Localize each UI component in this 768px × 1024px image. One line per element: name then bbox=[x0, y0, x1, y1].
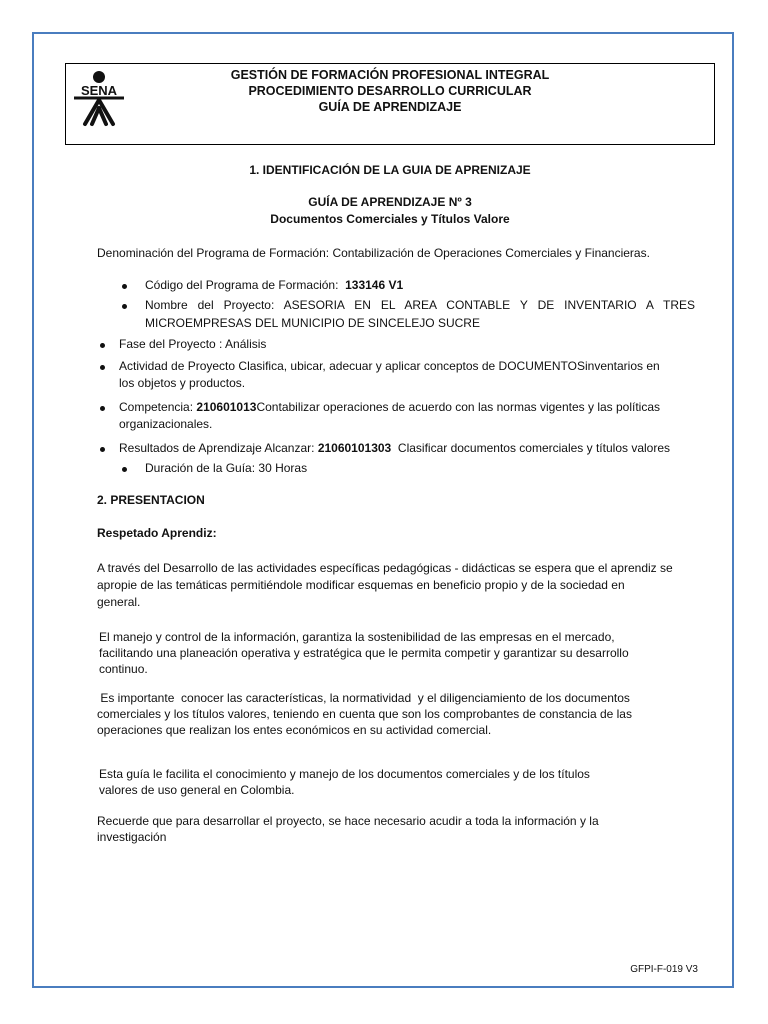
program-code: Código del Programa de Formación: 133146 V1 bbox=[145, 278, 404, 292]
guide-number: GUÍA DE APRENDIZAJE Nº 3 bbox=[308, 195, 472, 209]
section2-title: 2. PRESENTACION bbox=[97, 493, 205, 507]
guide-subject: Documentos Comerciales y Títulos Valore bbox=[270, 212, 510, 226]
competence: Competencia: 210601013Contabilizar operaciones de acuerdo con las normas vigentes y las políticas bbox=[119, 400, 661, 414]
paragraph-1-line-1: A través del Desarrollo de las actividades específicas pedagógicas - didácticas se espera que el aprendiz se bbox=[97, 561, 673, 575]
bullet-icon bbox=[100, 365, 105, 370]
paragraph-5-line-1: Recuerde que para desarrollar el proyecto, se hace necesario acudir a toda la información y la bbox=[97, 814, 599, 828]
bullet-icon bbox=[100, 343, 105, 348]
header-line-3: GUÍA DE APRENDIZAJE bbox=[318, 100, 462, 114]
paragraph-3-line-3: operaciones que realizan los entes económicos en su actividad comercial. bbox=[97, 723, 492, 737]
program-denomination: Denominación del Programa de Formación: Contabilización de Operaciones Comerciales y Financieras. bbox=[97, 246, 650, 260]
paragraph-1-line-2: apropie de las temáticas permitiéndole modificar esquemas en beneficio propio y de la sociedad en bbox=[97, 578, 625, 592]
project-activity-line2: los objetos y productos. bbox=[119, 376, 246, 390]
project-phase: Fase del Proyecto : Análisis bbox=[119, 337, 267, 351]
learning-results: Resultados de Aprendizaje Alcanzar: 21060101303 Clasificar documentos comerciales y títulos valores bbox=[119, 441, 671, 455]
bullet-icon bbox=[100, 447, 105, 452]
form-code: GFPI-F-019 V3 bbox=[630, 964, 698, 975]
greeting: Respetado Aprendiz: bbox=[97, 526, 217, 540]
project-name-line1: Nombre del Proyecto: ASESORIA EN EL AREA CONTABLE Y DE INVENTARIO A TRES bbox=[145, 298, 695, 312]
paragraph-5-line-2: investigación bbox=[97, 830, 167, 844]
bullet-icon bbox=[122, 284, 127, 289]
document-header bbox=[65, 63, 715, 145]
bullet-icon bbox=[100, 406, 105, 411]
paragraph-3-line-2: comerciales y los títulos valores, teniendo en cuenta que son los comprobantes de constancia de las bbox=[97, 707, 632, 721]
paragraph-1-line-3: general. bbox=[97, 595, 141, 609]
bullet-icon bbox=[122, 304, 127, 309]
paragraph-3-line-1: Es importante conocer las características, la normatividad y el diligenciamiento de los documentos bbox=[97, 691, 630, 705]
svg-text:SENA: SENA bbox=[80, 83, 118, 98]
paragraph-4-line-2: valores de uso general en Colombia. bbox=[99, 783, 295, 797]
guide-duration: Duración de la Guía: 30 Horas bbox=[145, 461, 308, 475]
paragraph-4-line-1: Esta guía le facilita el conocimiento y manejo de los documentos comerciales y de los títulos bbox=[99, 767, 590, 781]
header-line-1: GESTIÓN DE FORMACIÓN PROFESIONAL INTEGRAL bbox=[230, 68, 550, 82]
paragraph-2-line-1: El manejo y control de la información, garantiza la sostenibilidad de las empresas en el mercado, bbox=[99, 630, 615, 644]
header-title bbox=[66, 67, 714, 115]
header-line-2: PROCEDIMIENTO DESARROLLO CURRICULAR bbox=[248, 84, 532, 98]
project-name-line2: MICROEMPRESAS DEL MUNICIPIO DE SINCELEJO SUCRE bbox=[145, 316, 480, 330]
competence-line2: organizacionales. bbox=[119, 417, 213, 431]
paragraph-2-line-3: continuo. bbox=[99, 662, 148, 676]
paragraph-2-line-2: facilitando una planeación operativa y estratégica que le permita competir y garantizar su desarrollo bbox=[99, 646, 629, 660]
project-activity-line1: Actividad de Proyecto Clasifica, ubicar, adecuar y aplicar conceptos de DOCUMENTOSinventarios en bbox=[119, 359, 660, 373]
bullet-icon bbox=[122, 467, 127, 472]
section1-title: 1. IDENTIFICACIÓN DE LA GUIA DE APRENIZAJE bbox=[249, 163, 531, 177]
